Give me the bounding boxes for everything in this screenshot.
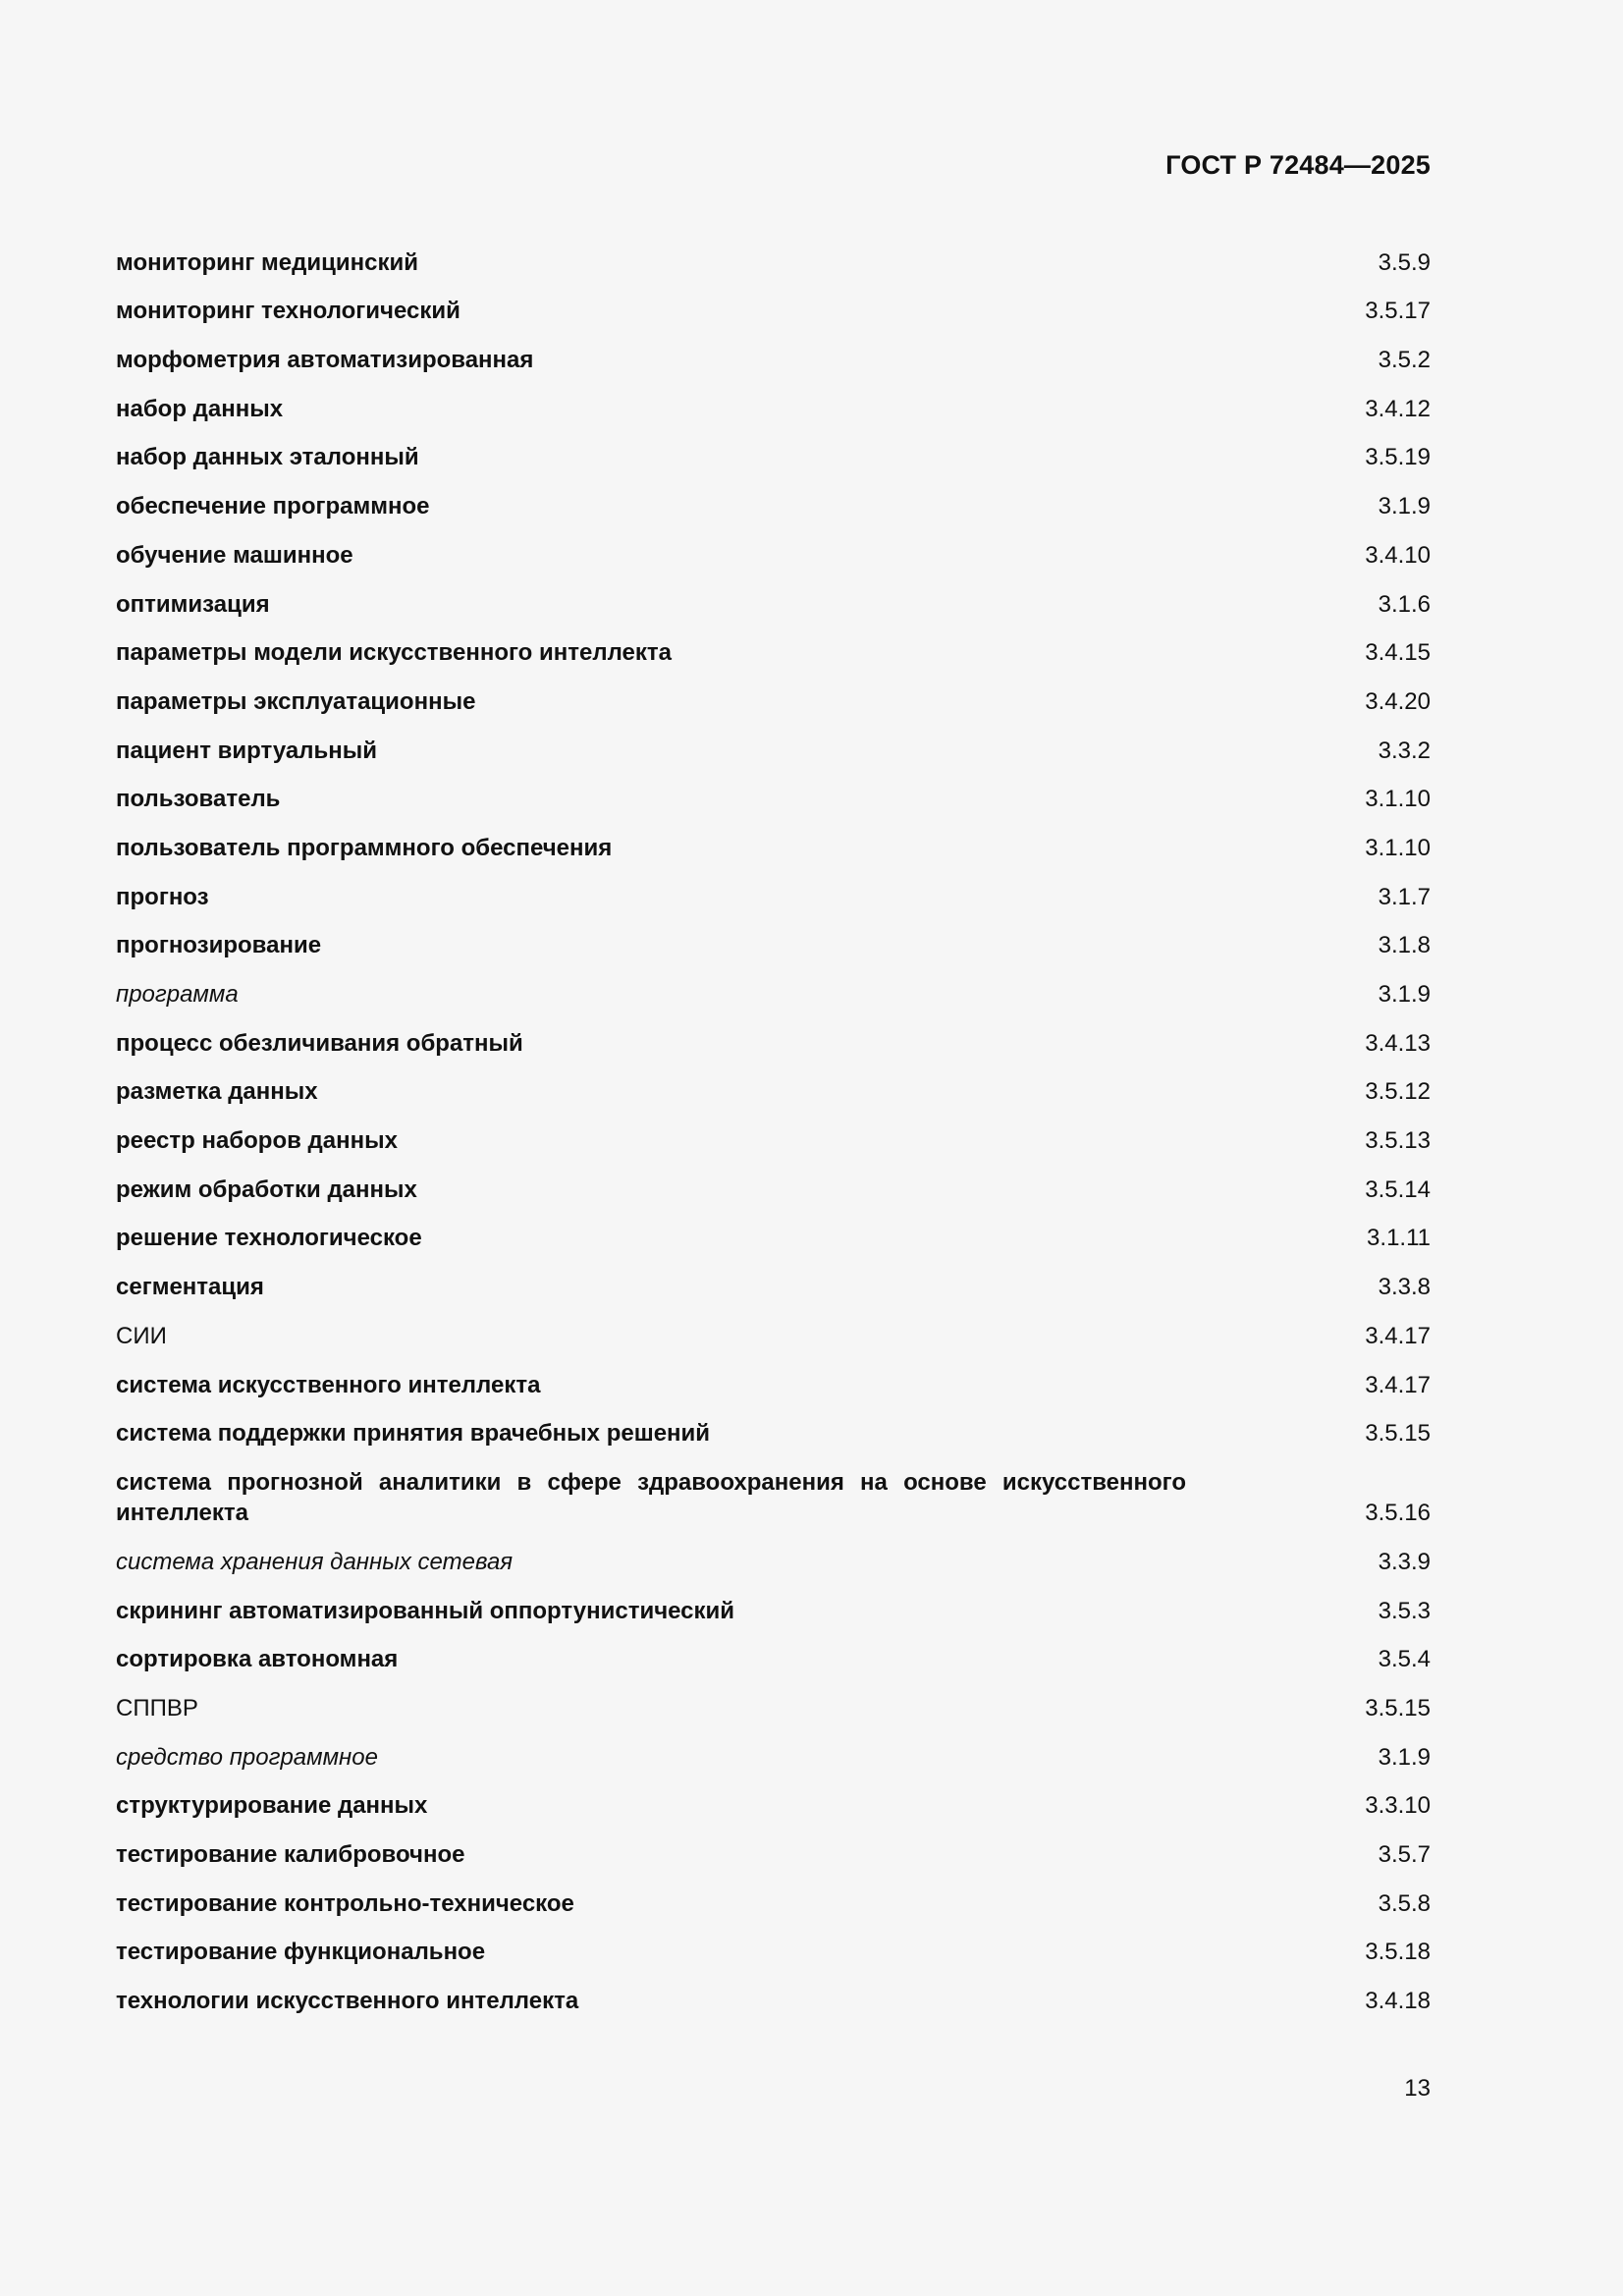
index-entry-term: прогноз <box>116 883 209 910</box>
index-entry <box>116 1409 1431 1458</box>
index-entry-reference: 3.3.10 <box>1365 1792 1431 1820</box>
index-entry-term: режим обработки данных <box>116 1175 417 1203</box>
index-entry-term: мониторинг медицинский <box>116 248 418 276</box>
index-entry-reference: 3.4.10 <box>1365 541 1431 569</box>
index-entry-term: СППВР <box>116 1694 198 1722</box>
index-entry <box>116 1214 1431 1263</box>
index-entry-term: пользователь программного обеспечения <box>116 834 613 861</box>
index-entry <box>116 384 1431 433</box>
index-entry-term: тестирование контрольно-техническое <box>116 1889 574 1917</box>
index-entry-term: средство программное <box>116 1743 378 1771</box>
index-entry <box>116 1781 1431 1831</box>
index-entry-term: морфометрия автоматизированная <box>116 347 534 374</box>
index-entry-term: сортировка автономная <box>116 1646 399 1673</box>
index-entry-reference: 3.3.9 <box>1378 1548 1431 1575</box>
index-entry-reference: 3.4.13 <box>1365 1029 1431 1057</box>
page-number: 13 <box>1404 2075 1431 2102</box>
index-entry-term: процесс обезличивания обратный <box>116 1029 523 1057</box>
index-entry-term: реестр наборов данных <box>116 1127 398 1155</box>
index-entry-reference: 3.3.8 <box>1378 1274 1431 1301</box>
index-entry-term: система прогнозной аналитики в сфере здравоохранения на основе искусственного интеллекта <box>116 1469 1186 1527</box>
index-entry <box>116 1635 1431 1684</box>
index-entry <box>116 1018 1431 1067</box>
index-entry-reference: 3.5.14 <box>1365 1175 1431 1203</box>
index-entry <box>116 1116 1431 1165</box>
index-entry-term: система хранения данных сетевая <box>116 1548 514 1575</box>
index-entry <box>116 1067 1431 1117</box>
index-entry <box>116 238 1431 287</box>
index-entry <box>116 629 1431 678</box>
index-entry-reference: 3.5.17 <box>1365 298 1431 325</box>
index-entry-term: пациент виртуальный <box>116 737 377 764</box>
index-entry <box>116 1586 1431 1635</box>
index-entry-term: технологии искусственного интеллекта <box>116 1988 579 2015</box>
index-entry-term: СИИ <box>116 1322 167 1349</box>
index-entry-term: тестирование функциональное <box>116 1939 486 1966</box>
index-entry-reference: 3.5.15 <box>1365 1694 1431 1722</box>
index-entry-reference: 3.5.19 <box>1365 444 1431 471</box>
index-entry <box>116 921 1431 970</box>
index-entry <box>116 530 1431 579</box>
index-entry-term: мониторинг технологический <box>116 298 460 325</box>
index-entry <box>116 872 1431 921</box>
index-entry-reference: 3.1.8 <box>1378 932 1431 959</box>
index-entry <box>116 1262 1431 1311</box>
index-entry-reference: 3.1.9 <box>1378 493 1431 520</box>
index-entry-reference: 3.1.9 <box>1378 1743 1431 1771</box>
index-entry <box>116 1537 1431 1586</box>
index-entry-reference: 3.5.2 <box>1378 347 1431 374</box>
index-entry <box>116 1976 1431 2025</box>
index-entry <box>116 1928 1431 1977</box>
index-entry-term: тестирование калибровочное <box>116 1841 465 1868</box>
index-entry-reference: 3.3.2 <box>1378 737 1431 764</box>
index-entry-reference: 3.1.10 <box>1365 834 1431 861</box>
index-entry-reference: 3.5.12 <box>1365 1078 1431 1106</box>
index-entry-reference: 3.5.9 <box>1378 248 1431 276</box>
index-entry-reference: 3.4.18 <box>1365 1988 1431 2015</box>
index-entry <box>116 1360 1431 1409</box>
index-entry-term: параметры эксплуатационные <box>116 687 476 715</box>
index-entry <box>116 1311 1431 1360</box>
index-entry <box>116 1683 1431 1732</box>
index-entry <box>116 579 1431 629</box>
index-entry-reference: 3.4.17 <box>1365 1322 1431 1349</box>
index-entry-reference: 3.1.10 <box>1365 786 1431 813</box>
index-entry <box>116 1165 1431 1214</box>
index-entry-reference: 3.5.8 <box>1378 1889 1431 1917</box>
index-entry-term: структурирование данных <box>116 1792 428 1820</box>
index-entry <box>116 1732 1431 1781</box>
index-entry <box>116 677 1431 726</box>
index-entry-reference: 3.1.11 <box>1367 1225 1431 1252</box>
index-entry-term: набор данных эталонный <box>116 444 419 471</box>
index-entry <box>116 335 1431 384</box>
index-entry <box>116 969 1431 1018</box>
index-entry <box>116 726 1431 775</box>
index-entry-term: решение технологическое <box>116 1225 422 1252</box>
index-entry-term: пользователь <box>116 786 281 813</box>
index-entry <box>116 775 1431 824</box>
index-entry-reference: 3.4.12 <box>1365 395 1431 422</box>
index-entry-term: система искусственного интеллекта <box>116 1371 541 1398</box>
index-entry-reference: 3.4.17 <box>1365 1371 1431 1398</box>
index-entry-reference: 3.5.7 <box>1378 1841 1431 1868</box>
index-entry-term: программа <box>116 981 239 1008</box>
index-entry <box>116 1457 1431 1537</box>
document-header-standard-number: ГОСТ Р 72484—2025 <box>1165 150 1431 180</box>
index-entry <box>116 481 1431 530</box>
index-entry-term: сегментация <box>116 1274 264 1301</box>
index-entry-reference: 3.1.9 <box>1378 981 1431 1008</box>
index-entry-term: оптимизация <box>116 590 270 618</box>
index-entry <box>116 823 1431 872</box>
index-entry-term: скрининг автоматизированный оппортунистический <box>116 1597 735 1624</box>
index-entry <box>116 433 1431 482</box>
index-entry-term: обеспечение программное <box>116 493 430 520</box>
index-entry-term: параметры модели искусственного интеллекта <box>116 639 672 667</box>
index-entry <box>116 287 1431 336</box>
index-entry-reference: 3.1.7 <box>1378 883 1431 910</box>
term-index-list <box>116 238 1431 2025</box>
index-entry-reference: 3.5.15 <box>1365 1420 1431 1448</box>
index-entry-reference: 3.5.18 <box>1365 1939 1431 1966</box>
index-entry-reference: 3.5.4 <box>1378 1646 1431 1673</box>
index-entry-term: прогнозирование <box>116 932 322 959</box>
index-entry-reference: 3.1.6 <box>1378 590 1431 618</box>
index-entry <box>116 1830 1431 1879</box>
index-entry <box>116 1879 1431 1928</box>
index-entry-term: обучение машинное <box>116 541 353 569</box>
index-entry-reference: 3.5.13 <box>1365 1127 1431 1155</box>
index-entry-reference: 3.5.3 <box>1378 1597 1431 1624</box>
index-entry-term: система поддержки принятия врачебных решений <box>116 1420 711 1448</box>
index-entry-reference: 3.4.20 <box>1365 687 1431 715</box>
index-entry-term: разметка данных <box>116 1078 318 1106</box>
index-entry-term: набор данных <box>116 395 284 422</box>
index-entry-reference: 3.5.16 <box>1365 1500 1431 1527</box>
index-entry-reference: 3.4.15 <box>1365 639 1431 667</box>
